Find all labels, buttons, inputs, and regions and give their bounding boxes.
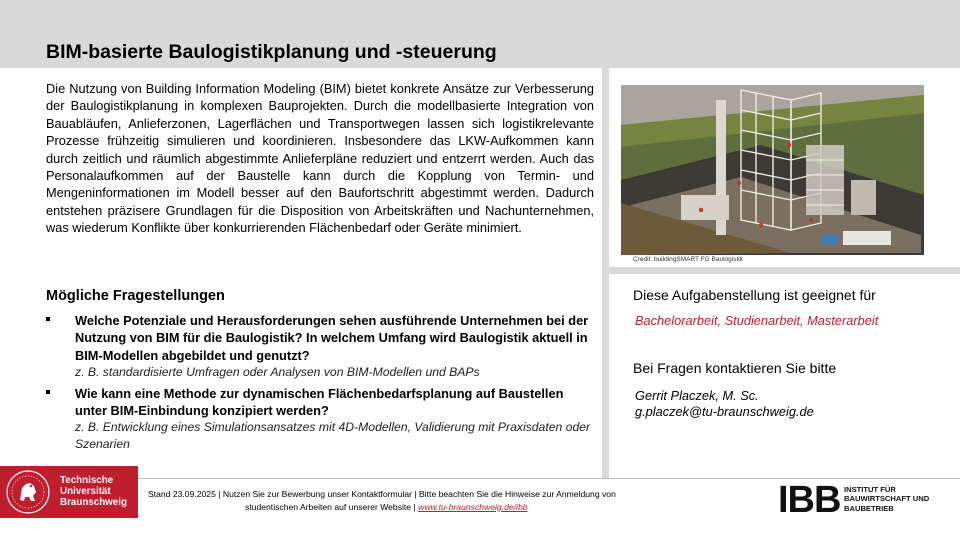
bullet-icon [46,390,50,394]
ibb-logo-line: INSTITUT FÜR [844,485,896,494]
bullet-icon [46,317,50,321]
page-title: BIM-basierte Baulogistikplanung und -steuerung [46,41,497,63]
website-link[interactable]: www.tu-braunschweig.de/ibb [418,501,528,512]
tu-logo-text [60,475,127,508]
tu-logo-line: Universität [60,486,111,497]
contact-heading: Bei Fragen kontaktieren Sie bitte [633,360,837,376]
contact-email[interactable]: g.placzek@tu-braunschweig.de [635,404,814,419]
horizontal-divider [609,267,960,274]
ibb-logo-name [844,485,929,513]
ibb-logo-line: BAUWIRTSCHAFT UND [844,494,930,504]
question-example: z. B. Entwicklung eines Simulationsansatzes mit 4D-Modellen, Validierung mit Praxisdaten oder Szenarien [75,420,591,452]
question-item [46,385,596,453]
footer-line-2 [148,501,748,514]
contact-name: Gerrit Placzek, M. Sc. [635,388,759,403]
questions-list [46,312,596,457]
suitability-value: Bachelorarbeit, Studienarbeit, Masterarbeit [635,313,879,328]
tu-braunschweig-logo [0,466,138,518]
lion-seal-icon [0,466,56,518]
question-text: Welche Potenziale und Herausforderungen sehen ausführende Unternehmen bei der Nutzung von BIM für die Baulogistik? In welchem Umfang wird Baulogistik aktuell in BIM-Modellen abgebildet und genutzt? [75,313,589,363]
image-credit: Credit: buildingSMART FG Baulogistik [633,256,743,263]
question-item [46,312,596,381]
ibb-logo [778,481,948,519]
ibb-logo-letters: IBB [778,479,841,521]
construction-site-image [621,85,924,255]
question-example: z. B. standardisierte Umfragen oder Analysen von BIM-Modellen und BAPs [75,364,480,379]
footer-line-2-text: studentischen Arbeiten auf unserer Website | [245,501,419,512]
suitability-heading: Diese Aufgabenstellung ist geeignet für [633,287,876,303]
intro-paragraph: Die Nutzung von Building Information Modeling (BIM) bietet konkrete Ansätze zur Verbesserung der Baulogistikplanung in komplexen Bauprojekten. Durch die modellbasierte Integration von Bauabläufen, Anlieferzonen, Lagerflächen und Transportwegen lassen sich logistikrelevante Prozesse frühzeitig simulieren und koordinieren. Insbesondere das LKW-Aufkommen kann durch zeitlich und räumlich abgestimmte Anlieferpläne reduziert und entzerrt werden. Auch das Personalaufkommen auf der Baustelle kann durch die Kopplung von Termin- und Mengeninformationen im Modell besser auf den Baufortschritt abgestimmt werden. Dadurch entstehen präzisere Grundlagen für die Disposition von Arbeitskräften und Nachunternehmen, was wiederum Konflikte über konkurrierenden Flächenbedarf oder Geräte minimiert. [46,81,594,236]
footer-text [148,488,748,513]
tu-logo-line: Technische [60,475,114,486]
footer-line-1: Stand 23.09.2025 | Nutzen Sie zur Bewerbung unser Kontaktformular | Bitte beachten Sie die Hinweise zur Anmeldung von [148,489,616,499]
ibb-logo-line: BAUBETRIEB [844,503,894,513]
questions-heading: Mögliche Fragestellungen [46,288,225,304]
vertical-divider [602,68,609,478]
question-text: Wie kann eine Methode zur dynamischen Flächenbedarfsplanung auf Baustellen unter BIM-Einbindung konzipiert werden? [75,385,564,418]
tu-logo-line: Braunschweig [60,497,127,508]
